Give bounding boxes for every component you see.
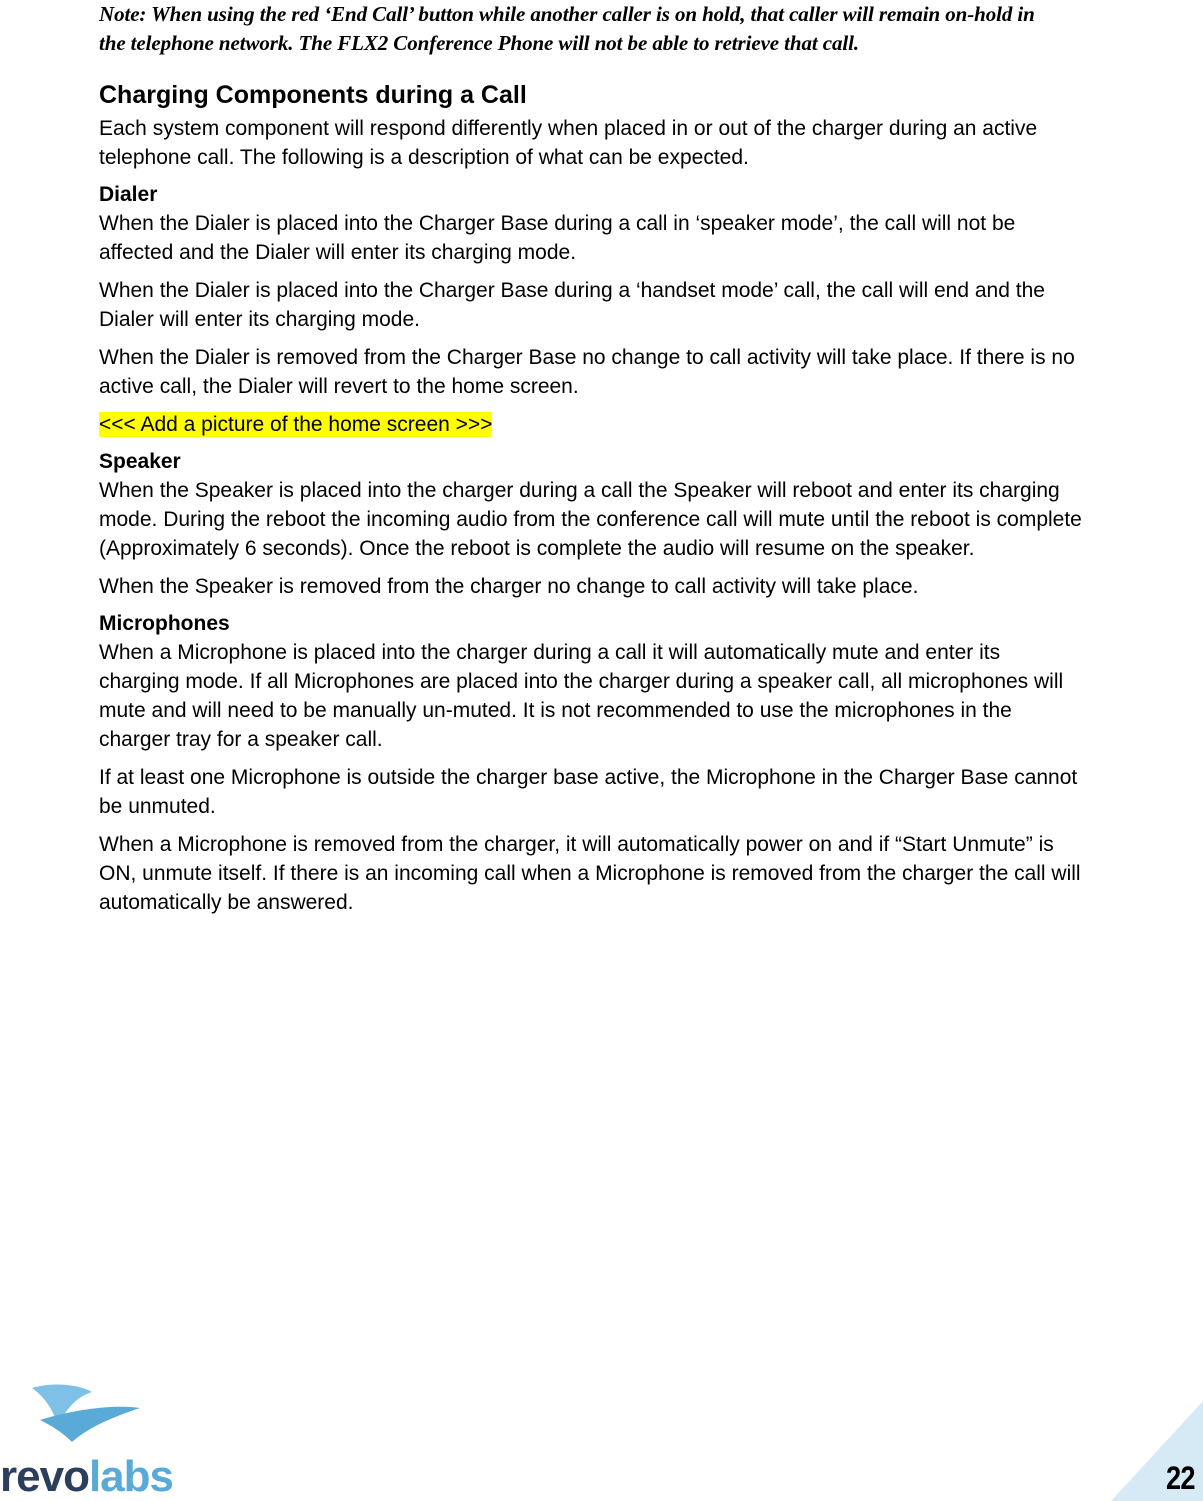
- section-intro: Each system component will respond differently when placed in or out of the charger during an active telephone call. The following is a description of what can be expected.: [99, 117, 1038, 169]
- placeholder-line: [99, 410, 1084, 439]
- microphones-paragraph-1: When a Microphone is placed into the charger during a call it will automatically mute and enter its charging mode. If all Microphones are placed into the charger during a speaker call, all microphones will mute and will need to be manually un-muted. It is not recommended to use the microphones in the charger tray for a speaker call.: [99, 641, 1064, 751]
- logo-text-light: labs: [88, 1452, 173, 1501]
- speaker-paragraph-1: When the Speaker is placed into the charger during a call the Speaker will reboot and enter its charging mode. During the reboot the incoming audio from the conference call will mute until the reboot is complete (Approximately 6 seconds). Once the reboot is complete the audio will resume on the speaker.: [99, 479, 1082, 560]
- speaker-heading: Speaker: [99, 450, 181, 473]
- microphones-paragraph-2: If at least one Microphone is outside the charger base active, the Microphone in the Charger Base cannot be unmuted.: [99, 766, 1078, 818]
- page-number: 22: [1166, 1460, 1195, 1496]
- microphones-heading: Microphones: [99, 612, 230, 635]
- section-title: Charging Components during a Call: [99, 81, 527, 109]
- dialer-paragraph-1: When the Dialer is placed into the Charger Base during a call in ‘speaker mode’, the call will not be affected and the Dialer will enter its charging mode.: [99, 212, 1016, 264]
- logo-text: [0, 1452, 173, 1501]
- hold-note: Note: When using the red ‘End Call’ button while another caller is on hold, that caller will remain on-hold in the telephone network. The FLX2 Conference Phone will not be able to retrieve that call.: [99, 2, 1035, 55]
- microphones-paragraph-3: When a Microphone is removed from the charger, it will automatically power on and if “Start Unmute” is ON, unmute itself. If there is an incoming call when a Microphone is removed from the charger the call will automatically be answered.: [99, 833, 1081, 914]
- logo-text-dark: revo: [0, 1452, 89, 1501]
- home-screen-placeholder: <<< Add a picture of the home screen >>>: [99, 413, 493, 436]
- dialer-paragraph-2: When the Dialer is placed into the Charger Base during a ‘handset mode’ call, the call will end and the Dialer will enter its charging mode.: [99, 279, 1045, 331]
- dialer-paragraph-3: When the Dialer is removed from the Charger Base no change to call activity will take place. If there is no active call, the Dialer will revert to the home screen.: [99, 346, 1075, 398]
- page-content: [99, 0, 1084, 926]
- dialer-heading: Dialer: [99, 183, 158, 206]
- revolabs-logo: [0, 1378, 173, 1501]
- speaker-paragraph-2: When the Speaker is removed from the charger no change to call activity will take place.: [99, 575, 919, 598]
